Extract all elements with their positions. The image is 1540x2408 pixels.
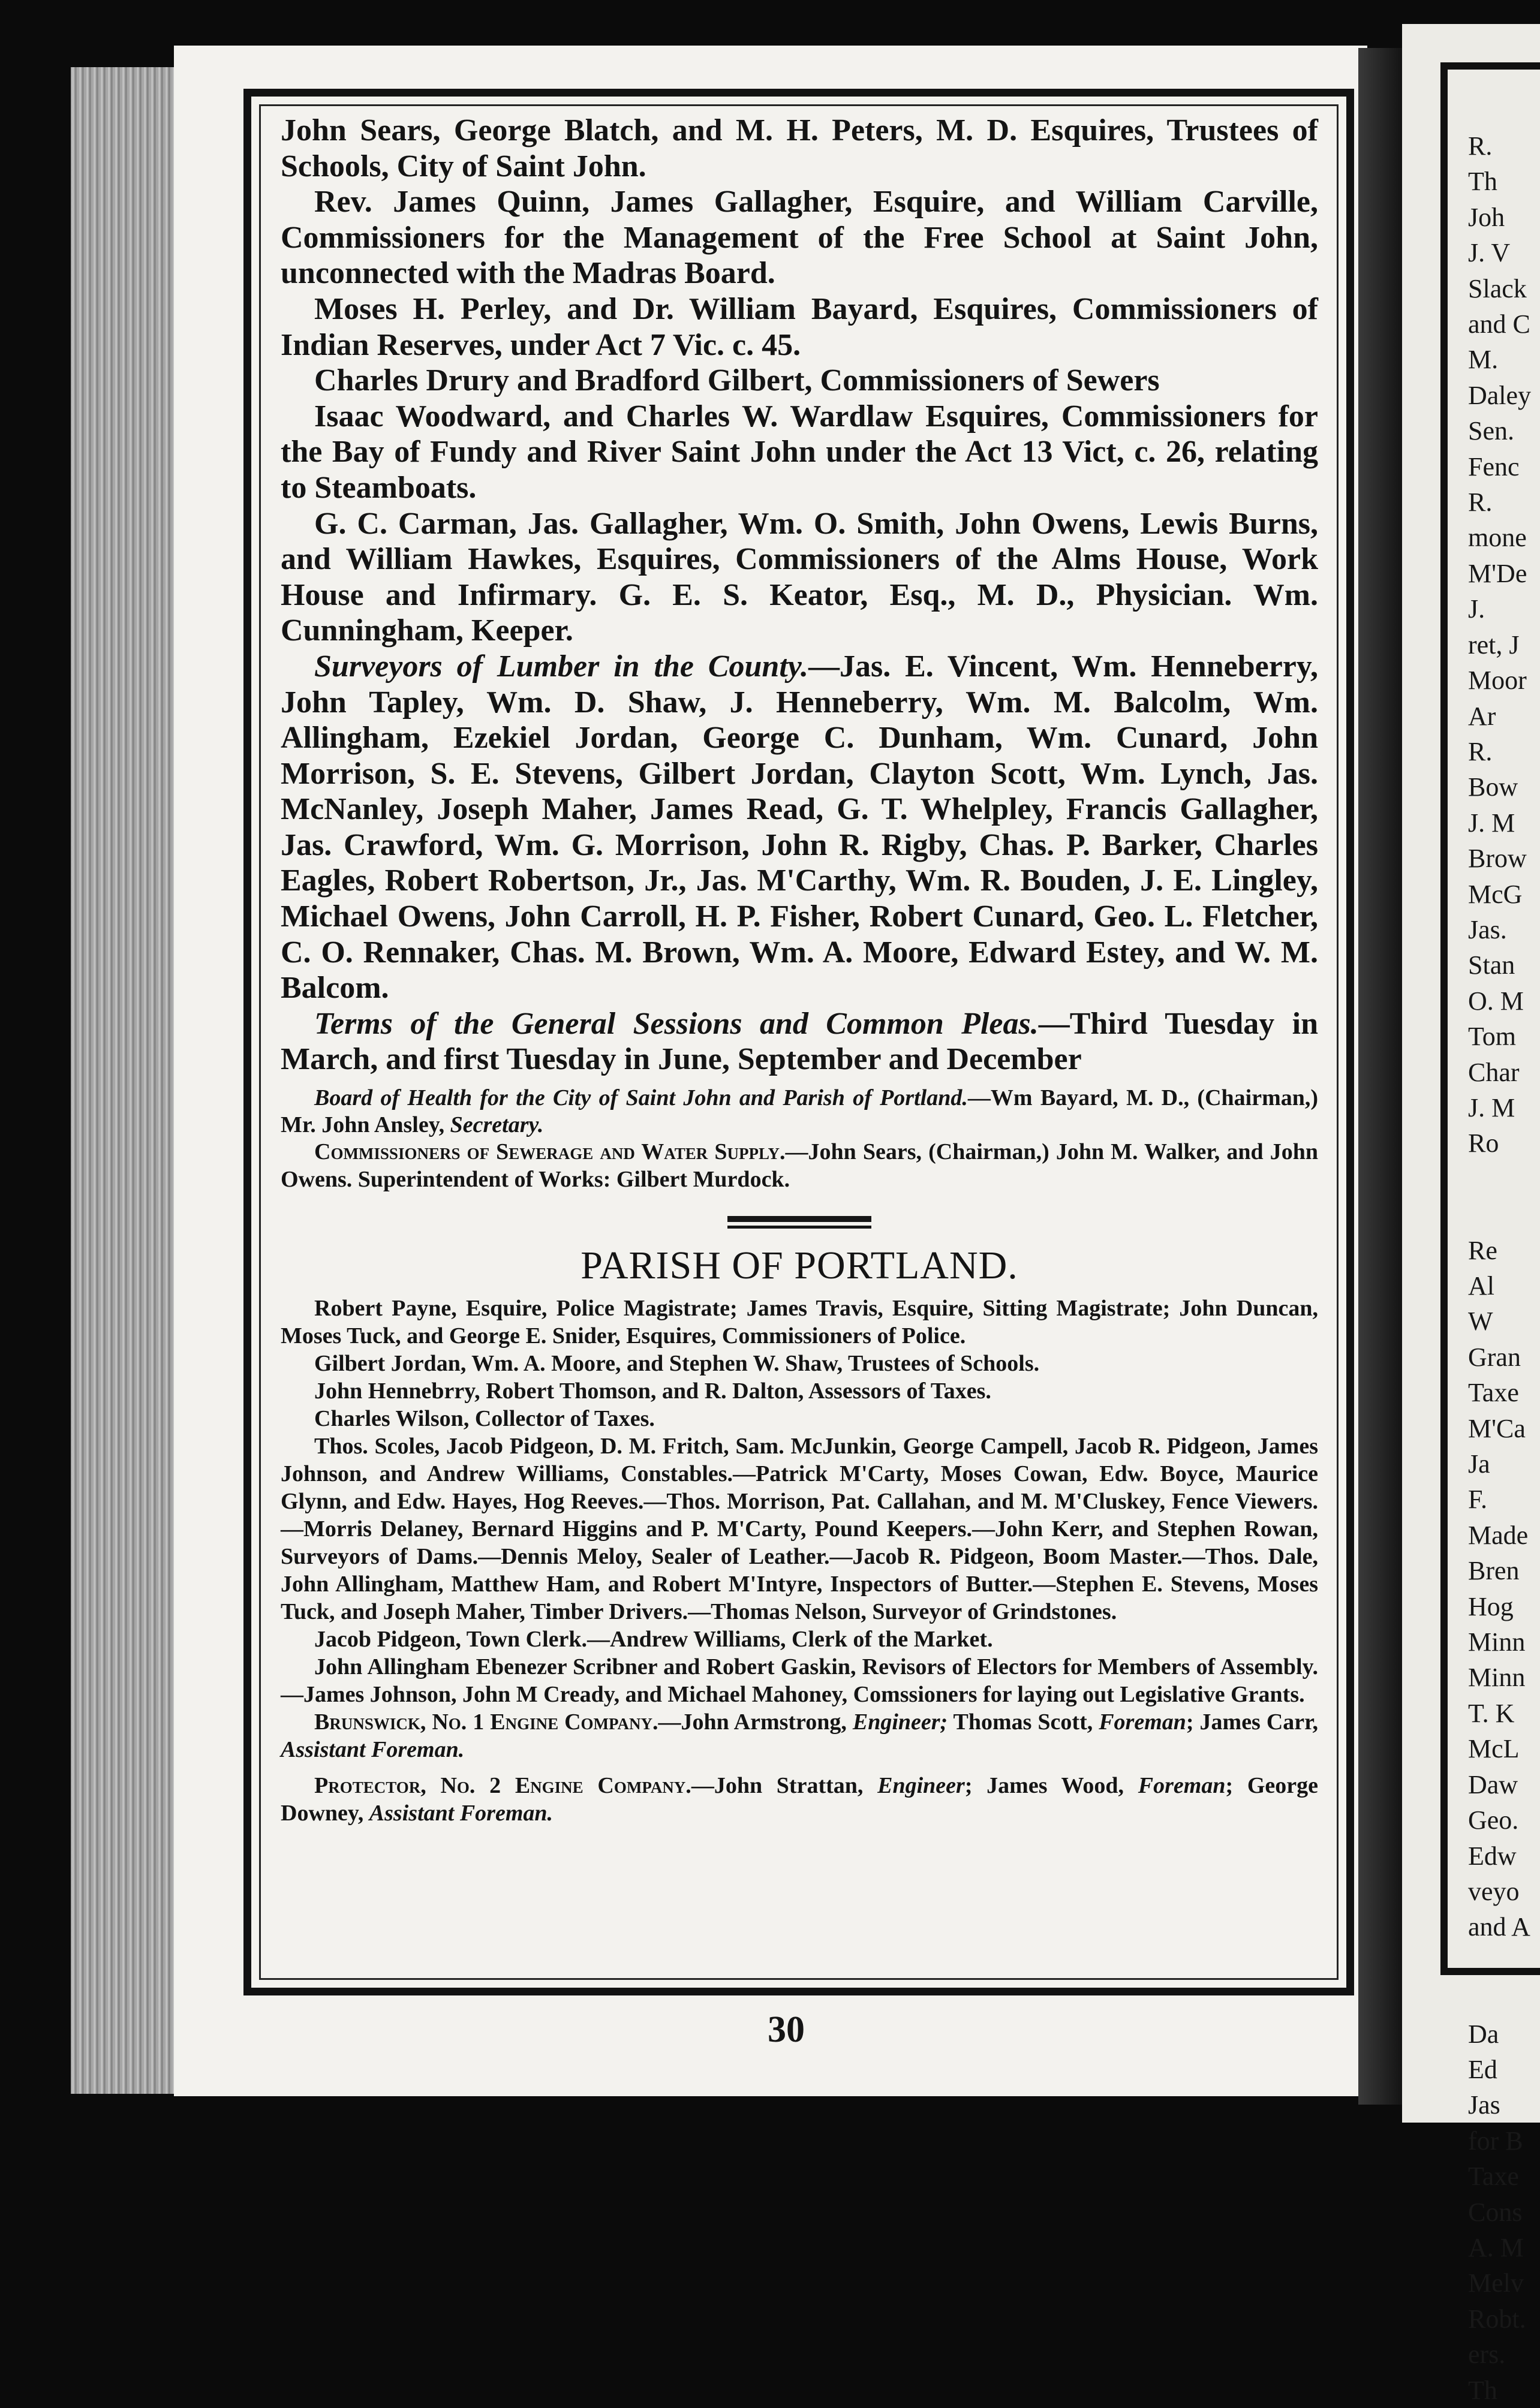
facing-page-fragment: Ja — [1468, 1449, 1490, 1479]
facing-page-fragment: Tom — [1468, 1022, 1517, 1052]
sewerage-text: —John Sears, (Chairman,) John M. Walker, and John Owens. Superintendent of Works: Gilbert Murdock. — [281, 1139, 1318, 1193]
facing-page-fragment: Jas — [1468, 2090, 1500, 2120]
divider-thin-rule — [727, 1226, 871, 1229]
facing-page-fragment: Geo. — [1468, 1805, 1519, 1835]
parish-paragraph: Thos. Scoles, Jacob Pidgeon, D. M. Fritch, Sam. McJunkin, George Campell, Jacob R. Pidgeon, James Johnson, and Andrew Williams, Constables.—Patrick M'Carty, Moses Cowan, Edw. Boyce, Maurice Glynn, and Edw. Hayes, Hog Reeves.—Thos. Morrison, Pat. Callahan, and M. M'Cluskey, Fence Viewers.—Morris Delaney, Bernard Higgins and P. M'Carty, Pound Keepers.—John Kerr, and Stephen Rowan, Surveyors of Dams.—Dennis Meloy, Sealer of Leather.—Jacob R. Pidgeon, Boom Master.—Thos. Dale, John Allingham, Matthew Ham, and Robert M'Intyre, Inspectors of Butter.—Stephen E. Stevens, Moses Tuck, and Joseph Maher, Timber Drivers.—Thomas Nelson, Surveyor of Grindstones. — [281, 1434, 1318, 1625]
facing-page-fragment: McG — [1468, 879, 1523, 909]
protector-role: Assistant Foreman. — [369, 1801, 554, 1826]
facing-page-fragment: Bow — [1468, 772, 1518, 802]
facing-page-fragment: Bren — [1468, 1556, 1520, 1586]
facing-page-fragment: Char — [1468, 1057, 1520, 1087]
divider-thick-rule — [727, 1216, 871, 1222]
facing-page-fragment: A. M — [1468, 2232, 1524, 2262]
facing-page-fragment: W — [1468, 1307, 1493, 1337]
directory-text — [281, 113, 1318, 1827]
facing-page-fragment: Sen. — [1468, 416, 1514, 446]
facing-page-fragment — [1468, 1980, 1540, 2016]
facing-page-fragment: ers. — [1468, 2340, 1506, 2370]
page-number: 30 — [768, 2009, 805, 2050]
paragraph-board-of-health — [281, 1085, 1318, 1138]
facing-page-fragment: Slack — [1468, 273, 1527, 303]
paragraph-sewerage — [281, 1138, 1318, 1193]
facing-page-fragment: Ed — [1468, 2054, 1497, 2084]
facing-page-fragment: Daw — [1468, 1769, 1518, 1799]
brunswick-role: Assistant Foreman. — [281, 1737, 465, 1763]
paragraph-alms-house: G. C. Carman, Jas. Gallagher, Wm. O. Smith, John Owens, Lewis Burns, and William Hawkes, Esquires, Commissioners of the Alms House, Work House and Infirmary. G. E. S. Keator, Esq., M. D., Physician. Wm. Cunningham, Keeper. — [281, 506, 1318, 648]
facing-page-fragment: J. M — [1468, 1092, 1515, 1122]
parish-paragraph: John Allingham Ebenezer Scribner and Robert Gaskin, Revisors of Electors for Members of Assembly.—James Johnson, John M Cready, and Michael Mahoney, Comssioners for laying out Legislative Grants. — [281, 1654, 1318, 1708]
facing-page-fragment: veyo — [1468, 1876, 1520, 1906]
facing-page-fragment: F. — [1468, 1485, 1487, 1515]
facing-page-fragment: Taxe — [1468, 1378, 1519, 1408]
facing-page-fragment: M'De — [1468, 558, 1527, 588]
facing-page-fragment: Ro — [1468, 1128, 1499, 1158]
brunswick-text: —John Armstrong, — [658, 1709, 853, 1735]
facing-page-fragment: Daley — [1468, 380, 1532, 410]
facing-page-fragment: Taxe — [1468, 2162, 1519, 2192]
section-title-parish-of-portland: PARISH OF PORTLAND. — [580, 1244, 1018, 1288]
paragraph-free-school: Rev. James Quinn, James Gallagher, Esquire, and William Carville, Commissioners for the Management of the Free School at Saint John, unconnected with the Madras Board. — [281, 185, 1318, 291]
gutter-shadow — [1358, 48, 1406, 2105]
paragraph-terms — [281, 1006, 1318, 1077]
facing-page-fragment — [1468, 1197, 1540, 1232]
parish-paragraph: Jacob Pidgeon, Town Clerk.—Andrew Williams, Clerk of the Market. — [314, 1627, 993, 1653]
facing-page-fragment: R. — [1468, 487, 1493, 517]
facing-page-fragment: T. K — [1468, 1698, 1515, 1728]
facing-page-fragment: Minn — [1468, 1663, 1526, 1693]
facing-page-fragment: Edw — [1468, 1841, 1517, 1871]
brunswick-heading: Brunswick, No. 1 Engine Company. — [314, 1709, 658, 1735]
facing-page-fragment: Re — [1468, 1235, 1497, 1265]
facing-page-fragment: Gran — [1468, 1342, 1521, 1372]
protector-heading: Protector, No. 2 Engine Company. — [314, 1773, 691, 1799]
facing-page-fragment: mone — [1468, 523, 1527, 553]
paragraph-brunswick-engine — [281, 1708, 1318, 1763]
facing-page-fragment: Fenc — [1468, 452, 1520, 481]
facing-page-fragment: Joh — [1468, 202, 1505, 232]
facing-page-fragment: Th — [1468, 2375, 1497, 2405]
parish-paragraph: John Hennebrry, Robert Thomson, and R. Dalton, Assessors of Taxes. — [314, 1378, 991, 1404]
facing-page-fragment: J. — [1468, 594, 1485, 624]
facing-page-fragment: Th — [1468, 167, 1497, 197]
facing-page-fragment: Jas. — [1468, 914, 1507, 944]
facing-page-fragment: R. — [1468, 736, 1493, 766]
facing-page-fragment — [1468, 1945, 1540, 1980]
protector-text: —John Strattan, — [691, 1773, 878, 1799]
protector-text: ; George Downey, — [281, 1773, 1318, 1826]
paragraph-surveyors — [281, 649, 1318, 1006]
facing-page-fragment: Ar — [1468, 701, 1496, 731]
facing-page-fragment: and A — [1468, 1912, 1530, 1942]
facing-page-fragment: R. — [1468, 131, 1493, 161]
facing-page-fragment: O. M — [1468, 986, 1524, 1016]
facing-page-fragment: Da — [1468, 2019, 1499, 2049]
facing-page-fragment: Stan — [1468, 950, 1515, 980]
facing-page-fragment: M'Ca — [1468, 1413, 1526, 1443]
parish-paragraph: Robert Payne, Esquire, Police Magistrate; James Travis, Esquire, Sitting Magistrate; John Duncan, Moses Tuck, and George E. Snider, Esquires, Commissioners of Police. — [281, 1296, 1318, 1349]
facing-page-fragment: Minn — [1468, 1627, 1526, 1657]
paragraph-sewers: Charles Drury and Bradford Gilbert, Commissioners of Sewers — [314, 363, 1160, 398]
board-text: —Wm Bayard, M. D., (Chairman,) Mr. John Ansley, — [281, 1085, 1319, 1137]
facing-page-text-fragments — [1468, 128, 1540, 2408]
protector-role: Engineer — [877, 1773, 965, 1799]
parish-paragraph: Charles Wilson, Collector of Taxes. — [314, 1406, 655, 1432]
sewerage-heading: Commissioners of Sewerage and Water Supply. — [314, 1139, 786, 1165]
facing-page-fragment: McL — [1468, 1734, 1520, 1764]
parish-paragraph: Gilbert Jordan, Wm. A. Moore, and Stephen W. Shaw, Trustees of Schools. — [314, 1351, 1040, 1377]
surveyors-heading: Surveyors of Lumber in the County. — [314, 649, 808, 684]
facing-page-fragment: Cons — [1468, 2197, 1523, 2227]
paragraph-trustees: John Sears, George Blatch, and M. H. Peters, M. D. Esquires, Trustees of Schools, City of Saint John. — [281, 113, 1318, 183]
facing-page-fragment: Robt. — [1468, 2304, 1526, 2334]
paragraph-steamboats: Isaac Woodward, and Charles W. Wardlaw Esquires, Commissioners for the Bay of Fundy and River Saint John under the Act 13 Vict, c. 26, relating to Steamboats. — [281, 399, 1318, 505]
facing-page-fragment: Moor — [1468, 666, 1527, 696]
facing-page-fragment — [1468, 1161, 1540, 1197]
terms-heading: Terms of the General Sessions and Common Pleas. — [314, 1006, 1039, 1041]
facing-page-fragment: J. V — [1468, 238, 1511, 268]
board-heading: Board of Health for the City of Saint John and Parish of Portland. — [314, 1085, 968, 1111]
brunswick-role: Foreman — [1099, 1709, 1186, 1735]
protector-text: ; James Wood, — [964, 1773, 1138, 1799]
facing-page-fragment: for B — [1468, 2126, 1523, 2156]
facing-page-fragment: ret, J — [1468, 630, 1520, 660]
facing-page-fragment: M. — [1468, 345, 1499, 375]
facing-page-fragment: Brow — [1468, 844, 1527, 874]
paragraph-protector-engine — [281, 1772, 1318, 1827]
facing-page-fragment: Made — [1468, 1520, 1529, 1550]
paragraph-indian-reserves: Moses H. Perley, and Dr. William Bayard, Esquires, Commissioners of Indian Reserves, under Act 7 Vic. c. 45. — [281, 291, 1318, 362]
section-divider — [727, 1216, 871, 1229]
facing-page-fragment: and C — [1468, 309, 1530, 339]
facing-page-fragment: Al — [1468, 1271, 1494, 1301]
facing-page-fragment: Melv — [1468, 2268, 1524, 2298]
facing-page-fragment: Hog — [1468, 1591, 1514, 1621]
brunswick-text: Thomas Scott, — [948, 1709, 1099, 1735]
surveyors-list: —Jas. E. Vincent, Wm. Henneberry, John Tapley, Wm. D. Shaw, J. Henneberry, Wm. M. Balcolm, Wm. Allingham, Ezekiel Jordan, George C. Dunham, Wm. Cunard, John Morrison, S. E. Stevens, Gilbert Jordan, Clayton Scott, Wm. Lynch, Jas. McNanley, Joseph Maher, James Read, G. T. Whelpley, Francis Gallagher, Jas. Crawford, Wm. G. Morrison, John R. Rigby, Chas. P. Barker, Charles Eagles, Robert Robertson, Jr., Jas. M'Carthy, Wm. R. Bouden, J. E. Lingley, Michael Owens, John Carroll, H. P. Fisher, Robert Cunard, Geo. L. Fletcher, C. O. Rennaker, Chas. M. Brown, Wm. A. Moore, Edward Estey, and W. M. Balcom. — [281, 649, 1318, 1006]
protector-role: Foreman — [1138, 1773, 1226, 1799]
brunswick-text: ; James Carr, — [1186, 1709, 1319, 1735]
terms-text: —Third Tuesday in March, and first Tuesday in June, September and December — [281, 1006, 1319, 1077]
board-secretary: Secretary. — [450, 1112, 544, 1137]
facing-page-fragment: J. M — [1468, 808, 1515, 838]
brunswick-role: Engineer; — [852, 1709, 948, 1735]
